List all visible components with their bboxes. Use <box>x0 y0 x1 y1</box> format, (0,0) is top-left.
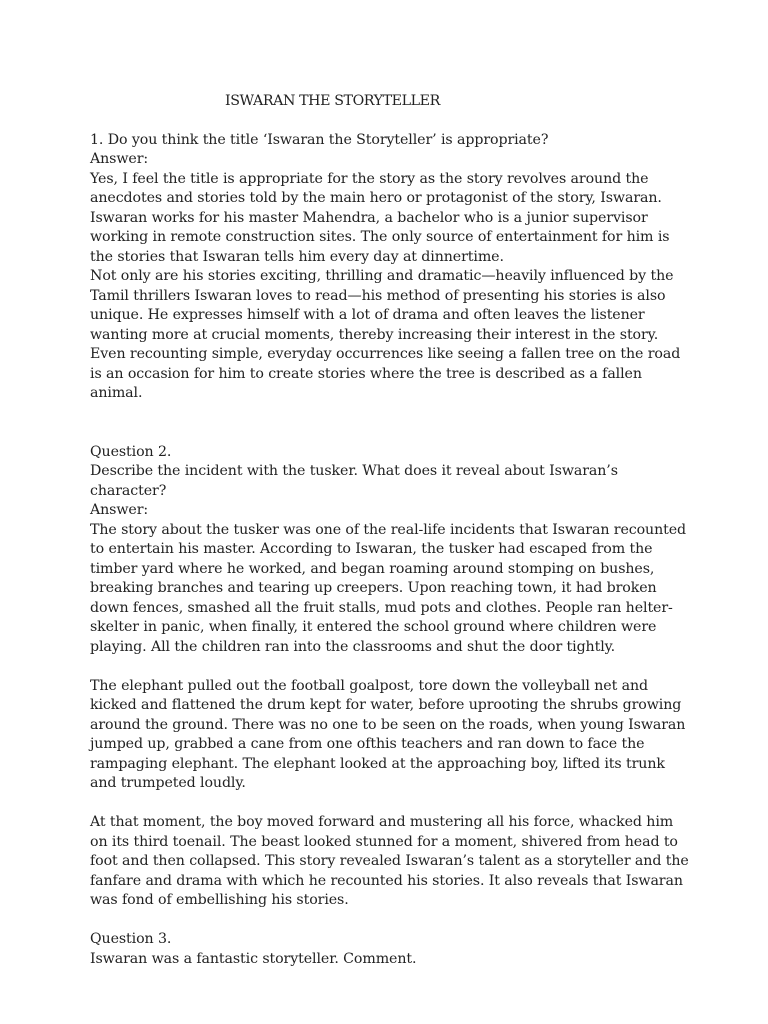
paragraph-spacer <box>90 794 690 814</box>
q1-answer-label: Answer: <box>90 151 149 167</box>
q1-paragraph-2: Not only are his stories exciting, thrilling and dramatic—heavily influenced by the Tamil thrillers Iswaran loves to read—his method of presenting his stories is also unique. He expresses himself with a lot of drama and often leaves the listener wanting more at crucial moments, thereby increasing their interest in the story. Even recounting simple, everyday occurrences like seeing a fallen tree on the road is an occasion for him to create stories where the tree is described as a fallen animal. <box>90 268 681 401</box>
q2-paragraph-3: At that moment, the boy moved forward and mustering all his force, whacked him on its third toenail. The beast looked stunned for a moment, shivered from head to foot and then collapsed. This story revealed Iswaran’s talent as a storyteller and the fanfare and drama with which he recounted his stories. It also reveals that Iswaran was fond of embellishing his stories. <box>90 814 689 908</box>
q2-paragraph-2: The elephant pulled out the football goalpost, tore down the volleyball net and kicked and flattened the drum kept for water, before uprooting the shrubs growing around the ground. There was no one to be seen on the roads, when young Iswaran jumped up, grabbed a cane from one ofthis teachers and ran down to face the rampaging elephant. The elephant looked at the approaching boy, lifted its trunk and trumpeted loudly. <box>90 677 686 791</box>
section-spacer <box>90 404 690 443</box>
paragraph-spacer <box>90 657 690 677</box>
q1-question: 1. Do you think the title ‘Iswaran the Storyteller’ is appropriate? <box>90 131 549 148</box>
q2-heading: Question 2. <box>90 443 172 460</box>
q2-paragraph-1: The story about the tusker was one of the real-life incidents that Iswaran recounted to entertain his master. According to Iswaran, the tusker had escaped from the timber yard where he worked, and began roaming around stomping on bushes, breaking branches and tearing up creepers. Upon reaching town, it had broken down fences, smashed all the fruit stalls, mud pots and clothes. People ran helter-skelter in panic, when finally, it entered the school ground where children were playing. All the children ran into the classrooms and shut the door tightly. <box>90 521 687 655</box>
q3-heading: Question 3. <box>90 931 172 947</box>
q1-paragraph-1: Yes, I feel the title is appropriate for the story as the story revolves around the anecdotes and stories told by the main hero or protagonist of the story, Iswaran. Iswaran works for his master Mahendra, a bachelor who is a junior supervisor working in remote construction sites. The only source of entertainment for him is the stories that Iswaran tells him every day at dinnertime. <box>90 170 670 265</box>
q2-question: Describe the incident with the tusker. What does it reveal about Iswaran’s character? <box>90 463 618 499</box>
q3-question: Iswaran was a fantastic storyteller. Comment. <box>90 950 417 967</box>
document-title: ISWARAN THE STORYTELLER <box>225 93 440 109</box>
section-spacer <box>90 911 690 931</box>
document-page <box>90 92 690 969</box>
q2-answer-label: Answer: <box>90 502 149 518</box>
